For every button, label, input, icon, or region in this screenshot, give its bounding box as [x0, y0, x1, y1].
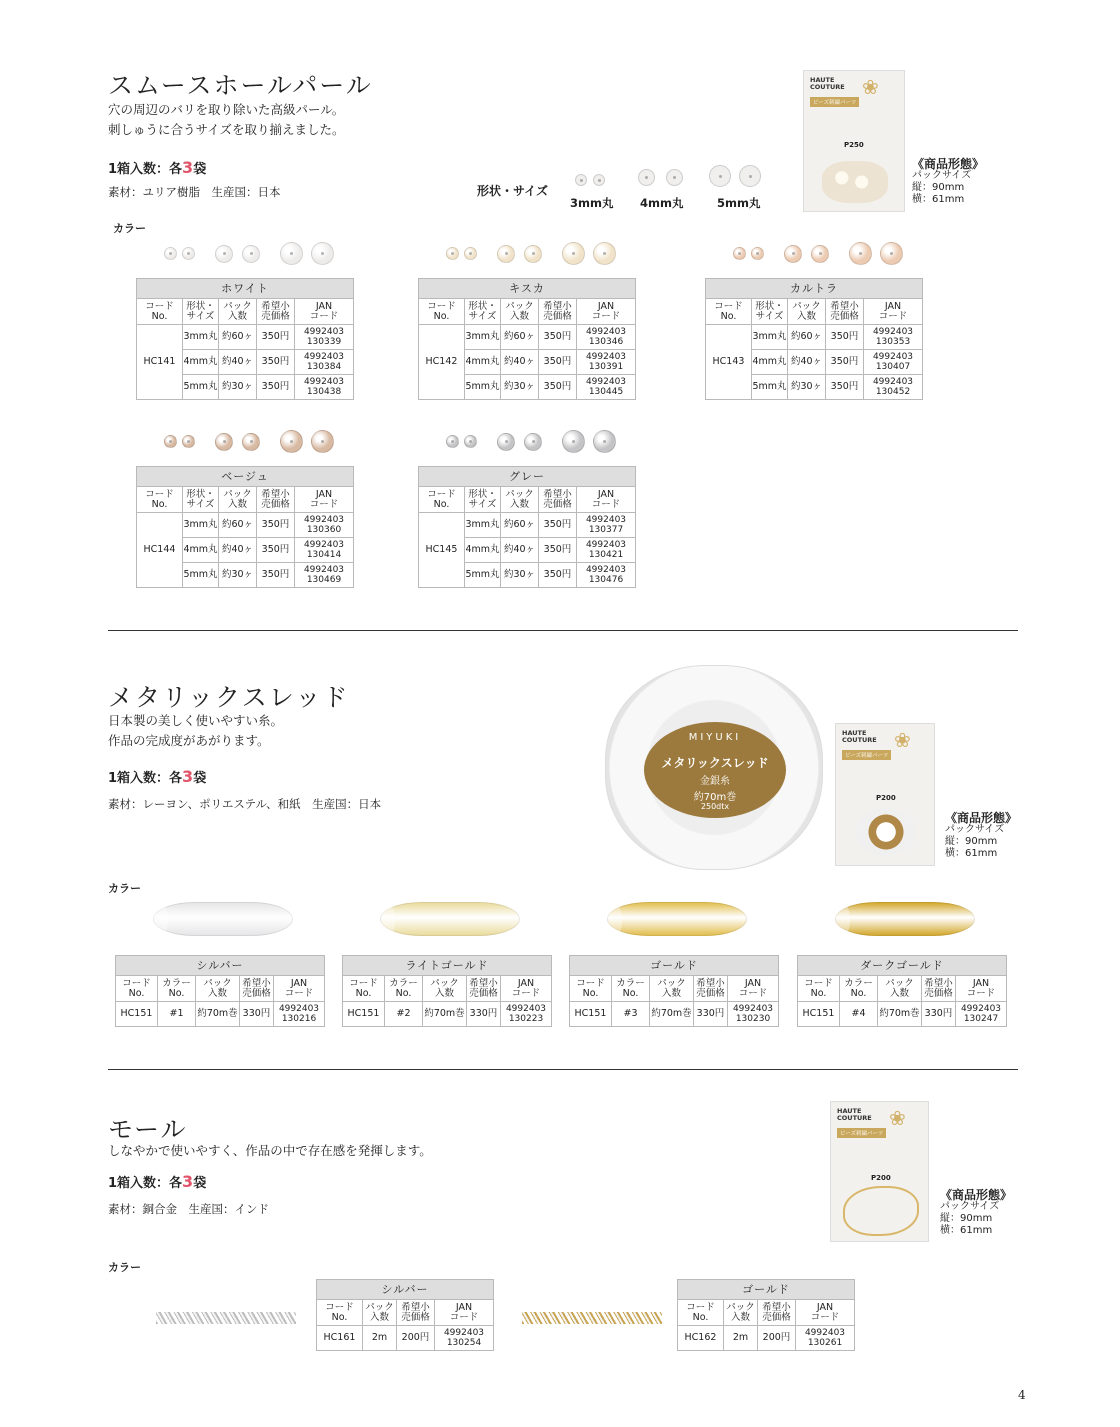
col-jan: JAN コード — [577, 487, 636, 513]
cell-size: 5mm丸 — [465, 563, 501, 588]
cell-size: 4mm丸 — [465, 350, 501, 375]
pearl-table-1 — [418, 278, 636, 400]
color-bead-2 — [215, 433, 233, 451]
pearl-material: 素材：ユリア樹脂 生産国：日本 — [108, 185, 281, 199]
spool-name: メタリックスレッド — [661, 756, 769, 770]
col-jan: JAN コード — [728, 976, 779, 1002]
cell-price: 350円 — [257, 538, 295, 563]
color-bead-3 — [242, 433, 260, 451]
cell-price: 330円 — [694, 1002, 728, 1027]
col-code: コード No. — [419, 299, 465, 325]
col-color: カラー No. — [158, 976, 196, 1002]
cell-size: 3mm丸 — [183, 513, 219, 538]
cell-pack: 約40ヶ — [501, 350, 539, 375]
cell-price: 330円 — [240, 1002, 274, 1027]
col-code: コード No. — [137, 299, 183, 325]
table-caption: ゴールド — [678, 1280, 855, 1300]
pearl-lead-1: 穴の周辺のバリを取り除いた高級パール。 — [108, 102, 345, 117]
col-code: コード No. — [116, 976, 158, 1002]
table-row — [798, 1002, 1007, 1027]
col-color: カラー No. — [612, 976, 650, 1002]
size-bead-3mm-b — [593, 174, 605, 186]
cell-jan: 4992403 130261 — [796, 1326, 855, 1351]
col-code: コード No. — [798, 976, 840, 1002]
cell-jan: 4992403 130223 — [501, 1002, 552, 1027]
thread-box-count: 1箱入数：各3袋 — [108, 767, 207, 786]
table-caption: ライトゴールド — [343, 956, 552, 976]
cell-price: 350円 — [539, 375, 577, 400]
package-tag: ビーズ刺繍パーツ — [810, 97, 859, 107]
pearl-table-2 — [705, 278, 923, 400]
cell-color-no: #3 — [612, 1002, 650, 1027]
mole-material: 素材：銅合金 生産国：インド — [108, 1202, 269, 1216]
col-pack: パック 入数 — [650, 976, 694, 1002]
table-row — [116, 1002, 325, 1027]
pearl-package-image — [803, 70, 905, 212]
product-code: HC151 — [570, 1002, 612, 1027]
col-jan: JAN コード — [274, 976, 325, 1002]
cell-price: 350円 — [539, 325, 577, 350]
product-code: HC145 — [419, 513, 465, 588]
cell-pack: 約40ヶ — [788, 350, 826, 375]
col-code: コード No. — [570, 976, 612, 1002]
col-color: カラー No. — [840, 976, 878, 1002]
col-price: 希望小 売価格 — [758, 1300, 796, 1326]
cell-pack: 約30ヶ — [219, 375, 257, 400]
package-price: P200 — [871, 1174, 891, 1182]
color-bead-4 — [849, 242, 872, 265]
cell-jan: 4992403 130377 — [577, 513, 636, 538]
cell-jan: 4992403 130384 — [295, 350, 354, 375]
thread-spool-3 — [835, 902, 975, 936]
cell-price: 200円 — [397, 1326, 435, 1351]
cell-size: 3mm丸 — [465, 325, 501, 350]
color-bead-3 — [811, 245, 829, 263]
page-number: 4 — [1018, 1388, 1026, 1402]
cell-size: 3mm丸 — [183, 325, 219, 350]
cell-price: 350円 — [826, 350, 864, 375]
cell-jan: 4992403 130407 — [864, 350, 923, 375]
pearl-package-info: 《商品形態》 パックサイズ 縦：90mm 横：61mm — [912, 157, 985, 205]
col-pack: パック 入数 — [196, 976, 240, 1002]
cell-pack: 2m — [363, 1326, 397, 1351]
cell-pack: 約70m巻 — [423, 1002, 467, 1027]
col-shape: 形状・ サイズ — [465, 487, 501, 513]
thread-lead-2: 作品の完成度があがります。 — [108, 733, 270, 748]
flower-icon: ❀ — [889, 1106, 906, 1130]
cell-pack: 約60ヶ — [219, 325, 257, 350]
cell-jan: 4992403 130414 — [295, 538, 354, 563]
cell-price: 330円 — [922, 1002, 956, 1027]
package-tag: ビーズ刺繍パーツ — [837, 1128, 886, 1138]
col-code: コード No. — [678, 1300, 724, 1326]
cell-jan: 4992403 130247 — [956, 1002, 1007, 1027]
cell-price: 350円 — [257, 513, 295, 538]
cell-jan: 4992403 130469 — [295, 563, 354, 588]
table-caption: ダークゴールド — [798, 956, 1007, 976]
size-bead-4mm-b — [666, 169, 683, 186]
product-code: HC161 — [317, 1326, 363, 1351]
col-jan: JAN コード — [295, 487, 354, 513]
product-code: HC143 — [706, 325, 752, 400]
product-code: HC151 — [116, 1002, 158, 1027]
col-pack: パック 入数 — [219, 487, 257, 513]
table-caption: シルバー — [317, 1280, 494, 1300]
color-bead-5 — [311, 430, 334, 453]
cell-size: 5mm丸 — [183, 375, 219, 400]
cell-pack: 2m — [724, 1326, 758, 1351]
col-pack: パック 入数 — [878, 976, 922, 1002]
col-pack: パック 入数 — [501, 487, 539, 513]
table-row — [678, 1326, 855, 1351]
table-row — [570, 1002, 779, 1027]
product-code: HC151 — [343, 1002, 385, 1027]
size-bead-3mm — [575, 174, 587, 186]
col-shape: 形状・ サイズ — [183, 299, 219, 325]
cell-pack: 約40ヶ — [219, 350, 257, 375]
col-price: 希望小 売価格 — [257, 299, 295, 325]
size-bead-4mm — [638, 169, 655, 186]
cell-size: 5mm丸 — [752, 375, 788, 400]
table-caption: シルバー — [116, 956, 325, 976]
thread-table-2 — [569, 955, 779, 1027]
table-caption: カルトラ — [706, 279, 923, 299]
cell-jan: 4992403 130353 — [864, 325, 923, 350]
col-jan: JAN コード — [435, 1300, 494, 1326]
col-code: コード No. — [317, 1300, 363, 1326]
cell-pack: 約40ヶ — [219, 538, 257, 563]
pearl-table-0 — [136, 278, 354, 400]
table-caption: ベージュ — [137, 467, 354, 487]
color-bead-4 — [280, 242, 303, 265]
table-row — [137, 325, 354, 350]
cell-color-no: #4 — [840, 1002, 878, 1027]
color-bead-3 — [524, 245, 542, 263]
package-brand: HAUTE COUTURE — [837, 1107, 872, 1122]
thread-spool-image — [605, 665, 823, 870]
table-row — [343, 1002, 552, 1027]
cell-price: 350円 — [826, 325, 864, 350]
table-row — [419, 325, 636, 350]
mole-wire-1 — [522, 1308, 662, 1328]
pearls-in-bag — [822, 161, 888, 203]
cell-price: 350円 — [539, 563, 577, 588]
cell-color-no: #2 — [385, 1002, 423, 1027]
cell-price: 350円 — [257, 563, 295, 588]
pearl-lead-2: 刺しゅうに合うサイズを取り揃えました。 — [108, 122, 345, 137]
cell-pack: 約60ヶ — [219, 513, 257, 538]
cell-jan: 4992403 130230 — [728, 1002, 779, 1027]
col-jan: JAN コード — [295, 299, 354, 325]
spool-brand: MIYUKI — [688, 732, 742, 743]
cell-pack: 約40ヶ — [501, 538, 539, 563]
col-price: 希望小 売価格 — [397, 1300, 435, 1326]
col-shape: 形状・ サイズ — [465, 299, 501, 325]
col-code: コード No. — [343, 976, 385, 1002]
cell-size: 4mm丸 — [183, 350, 219, 375]
product-code: HC151 — [798, 1002, 840, 1027]
size-label-4mm: 4mm丸 — [640, 196, 684, 210]
col-jan: JAN コード — [956, 976, 1007, 1002]
table-row — [706, 325, 923, 350]
color-bead-5 — [593, 430, 616, 453]
table-caption: ゴールド — [570, 956, 779, 976]
thread-package-info: 《商品形態》 パックサイズ 縦：90mm 横：61mm — [945, 811, 1018, 859]
color-bead-5 — [311, 242, 334, 265]
cell-price: 350円 — [257, 325, 295, 350]
table-row — [137, 513, 354, 538]
col-code: コード No. — [137, 487, 183, 513]
col-jan: JAN コード — [864, 299, 923, 325]
color-bead-0 — [164, 247, 177, 260]
cell-jan: 4992403 130476 — [577, 563, 636, 588]
cell-jan: 4992403 130346 — [577, 325, 636, 350]
thread-spool-0 — [153, 902, 293, 936]
cell-size: 4mm丸 — [465, 538, 501, 563]
product-code: HC141 — [137, 325, 183, 400]
thread-table-0 — [115, 955, 325, 1027]
color-bead-1 — [182, 435, 195, 448]
cell-size: 3mm丸 — [752, 325, 788, 350]
cell-size: 4mm丸 — [183, 538, 219, 563]
col-price: 希望小 売価格 — [539, 299, 577, 325]
color-bead-4 — [562, 430, 585, 453]
color-bead-4 — [562, 242, 585, 265]
col-color: カラー No. — [385, 976, 423, 1002]
pearl-box-count: 1箱入数：各3袋 — [108, 158, 207, 177]
thread-title: メタリックスレッド — [108, 683, 350, 712]
color-bead-2 — [497, 245, 515, 263]
pearl-size-label: 形状・サイズ — [477, 184, 549, 198]
cell-jan: 4992403 130445 — [577, 375, 636, 400]
cell-price: 350円 — [539, 513, 577, 538]
mole-lead-1: しなやかで使いやすく、作品の中で存在感を発揮します。 — [108, 1143, 432, 1158]
col-shape: 形状・ サイズ — [183, 487, 219, 513]
flower-icon: ❀ — [862, 75, 879, 99]
col-pack: パック 入数 — [501, 299, 539, 325]
cell-price: 350円 — [257, 375, 295, 400]
thread-table-3 — [797, 955, 1007, 1027]
package-tag: ビーズ刺繍パーツ — [842, 750, 891, 760]
thread-table-1 — [342, 955, 552, 1027]
cell-price: 200円 — [758, 1326, 796, 1351]
cell-jan: 4992403 130438 — [295, 375, 354, 400]
pearl-table-3 — [136, 466, 354, 588]
mole-package-image — [830, 1101, 929, 1242]
section-divider — [108, 630, 1018, 631]
color-bead-3 — [524, 433, 542, 451]
cell-pack: 約60ヶ — [788, 325, 826, 350]
col-price: 希望小 売価格 — [240, 976, 274, 1002]
cell-size: 5mm丸 — [465, 375, 501, 400]
cell-jan: 4992403 130452 — [864, 375, 923, 400]
spool-sub: 金銀糸 — [700, 776, 730, 787]
package-price: P250 — [844, 141, 864, 149]
cell-price: 350円 — [257, 350, 295, 375]
cell-price: 330円 — [467, 1002, 501, 1027]
col-pack: パック 入数 — [788, 299, 826, 325]
thread-lead-1: 日本製の美しく使いやすい糸。 — [108, 713, 284, 728]
product-code: HC144 — [137, 513, 183, 588]
color-bead-5 — [880, 242, 903, 265]
thread-spool-2 — [607, 902, 747, 936]
col-shape: 形状・ サイズ — [752, 299, 788, 325]
color-bead-1 — [751, 247, 764, 260]
col-pack: パック 入数 — [423, 976, 467, 1002]
size-label-5mm: 5mm丸 — [717, 196, 761, 210]
thread-material: 素材：レーヨン、ポリエステル、和紙 生産国：日本 — [108, 797, 382, 811]
cell-price: 350円 — [826, 375, 864, 400]
section-divider — [108, 1069, 1018, 1070]
spool-dtx: 250dtx — [700, 802, 730, 811]
color-bead-1 — [464, 435, 477, 448]
thread-color-label: カラー — [108, 882, 141, 895]
mole-title: モール — [108, 1115, 188, 1144]
table-caption: グレー — [419, 467, 636, 487]
pearl-table-4 — [418, 466, 636, 588]
color-bead-0 — [733, 247, 746, 260]
size-bead-5mm — [709, 165, 731, 187]
cell-pack: 約60ヶ — [501, 325, 539, 350]
cell-pack: 約30ヶ — [501, 563, 539, 588]
cell-pack: 約70m巻 — [196, 1002, 240, 1027]
mole-color-label: カラー — [108, 1261, 141, 1274]
table-caption: ホワイト — [137, 279, 354, 299]
col-price: 希望小 売価格 — [694, 976, 728, 1002]
cell-jan: 4992403 130254 — [435, 1326, 494, 1351]
cell-jan: 4992403 130421 — [577, 538, 636, 563]
pearl-title: スムースホールパール — [108, 71, 373, 100]
table-row — [317, 1326, 494, 1351]
cell-size: 3mm丸 — [465, 513, 501, 538]
mole-wire-0 — [156, 1308, 296, 1328]
col-price: 希望小 売価格 — [826, 299, 864, 325]
spool-in-bag — [856, 808, 916, 856]
thread-spool-1 — [380, 902, 520, 936]
col-jan: JAN コード — [796, 1300, 855, 1326]
cell-jan: 4992403 130391 — [577, 350, 636, 375]
cell-pack: 約30ヶ — [219, 563, 257, 588]
col-jan: JAN コード — [577, 299, 636, 325]
table-row — [419, 513, 636, 538]
cell-color-no: #1 — [158, 1002, 196, 1027]
col-pack: パック 入数 — [363, 1300, 397, 1326]
size-bead-5mm-b — [739, 165, 761, 187]
mole-box-count: 1箱入数：各3袋 — [108, 1172, 207, 1191]
cell-price: 350円 — [539, 538, 577, 563]
size-label-3mm: 3mm丸 — [570, 196, 614, 210]
color-bead-2 — [784, 245, 802, 263]
cell-pack: 約70m巻 — [878, 1002, 922, 1027]
wire-in-bag — [843, 1186, 919, 1236]
product-code: HC142 — [419, 325, 465, 400]
col-jan: JAN コード — [501, 976, 552, 1002]
col-code: コード No. — [706, 299, 752, 325]
cell-pack: 約70m巻 — [650, 1002, 694, 1027]
col-price: 希望小 売価格 — [922, 976, 956, 1002]
color-bead-0 — [446, 435, 459, 448]
color-bead-0 — [164, 435, 177, 448]
cell-price: 350円 — [539, 350, 577, 375]
package-brand: HAUTE COUTURE — [842, 729, 877, 744]
cell-pack: 約60ヶ — [501, 513, 539, 538]
color-bead-1 — [182, 247, 195, 260]
color-bead-2 — [497, 433, 515, 451]
cell-jan: 4992403 130339 — [295, 325, 354, 350]
cell-pack: 約30ヶ — [501, 375, 539, 400]
thread-package-image — [835, 723, 935, 866]
col-pack: パック 入数 — [219, 299, 257, 325]
mole-package-info: 《商品形態》 パックサイズ 縦：90mm 横：61mm — [940, 1188, 1013, 1236]
spool-length: 約70m巻 — [693, 792, 737, 803]
color-bead-2 — [215, 245, 233, 263]
col-price: 希望小 売価格 — [257, 487, 295, 513]
product-code: HC162 — [678, 1326, 724, 1351]
col-code: コード No. — [419, 487, 465, 513]
cell-size: 5mm丸 — [183, 563, 219, 588]
mole-table-1 — [677, 1279, 855, 1351]
flower-icon: ❀ — [894, 728, 911, 752]
col-pack: パック 入数 — [724, 1300, 758, 1326]
mole-table-0 — [316, 1279, 494, 1351]
col-price: 希望小 売価格 — [539, 487, 577, 513]
cell-pack: 約30ヶ — [788, 375, 826, 400]
color-bead-4 — [280, 430, 303, 453]
table-caption: キスカ — [419, 279, 636, 299]
cell-jan: 4992403 130216 — [274, 1002, 325, 1027]
color-bead-3 — [242, 245, 260, 263]
package-brand: HAUTE COUTURE — [810, 76, 845, 91]
color-bead-5 — [593, 242, 616, 265]
cell-size: 4mm丸 — [752, 350, 788, 375]
cell-jan: 4992403 130360 — [295, 513, 354, 538]
color-bead-1 — [464, 247, 477, 260]
col-price: 希望小 売価格 — [467, 976, 501, 1002]
color-bead-0 — [446, 247, 459, 260]
pearl-color-label: カラー — [113, 222, 146, 235]
package-price: P200 — [876, 794, 896, 802]
